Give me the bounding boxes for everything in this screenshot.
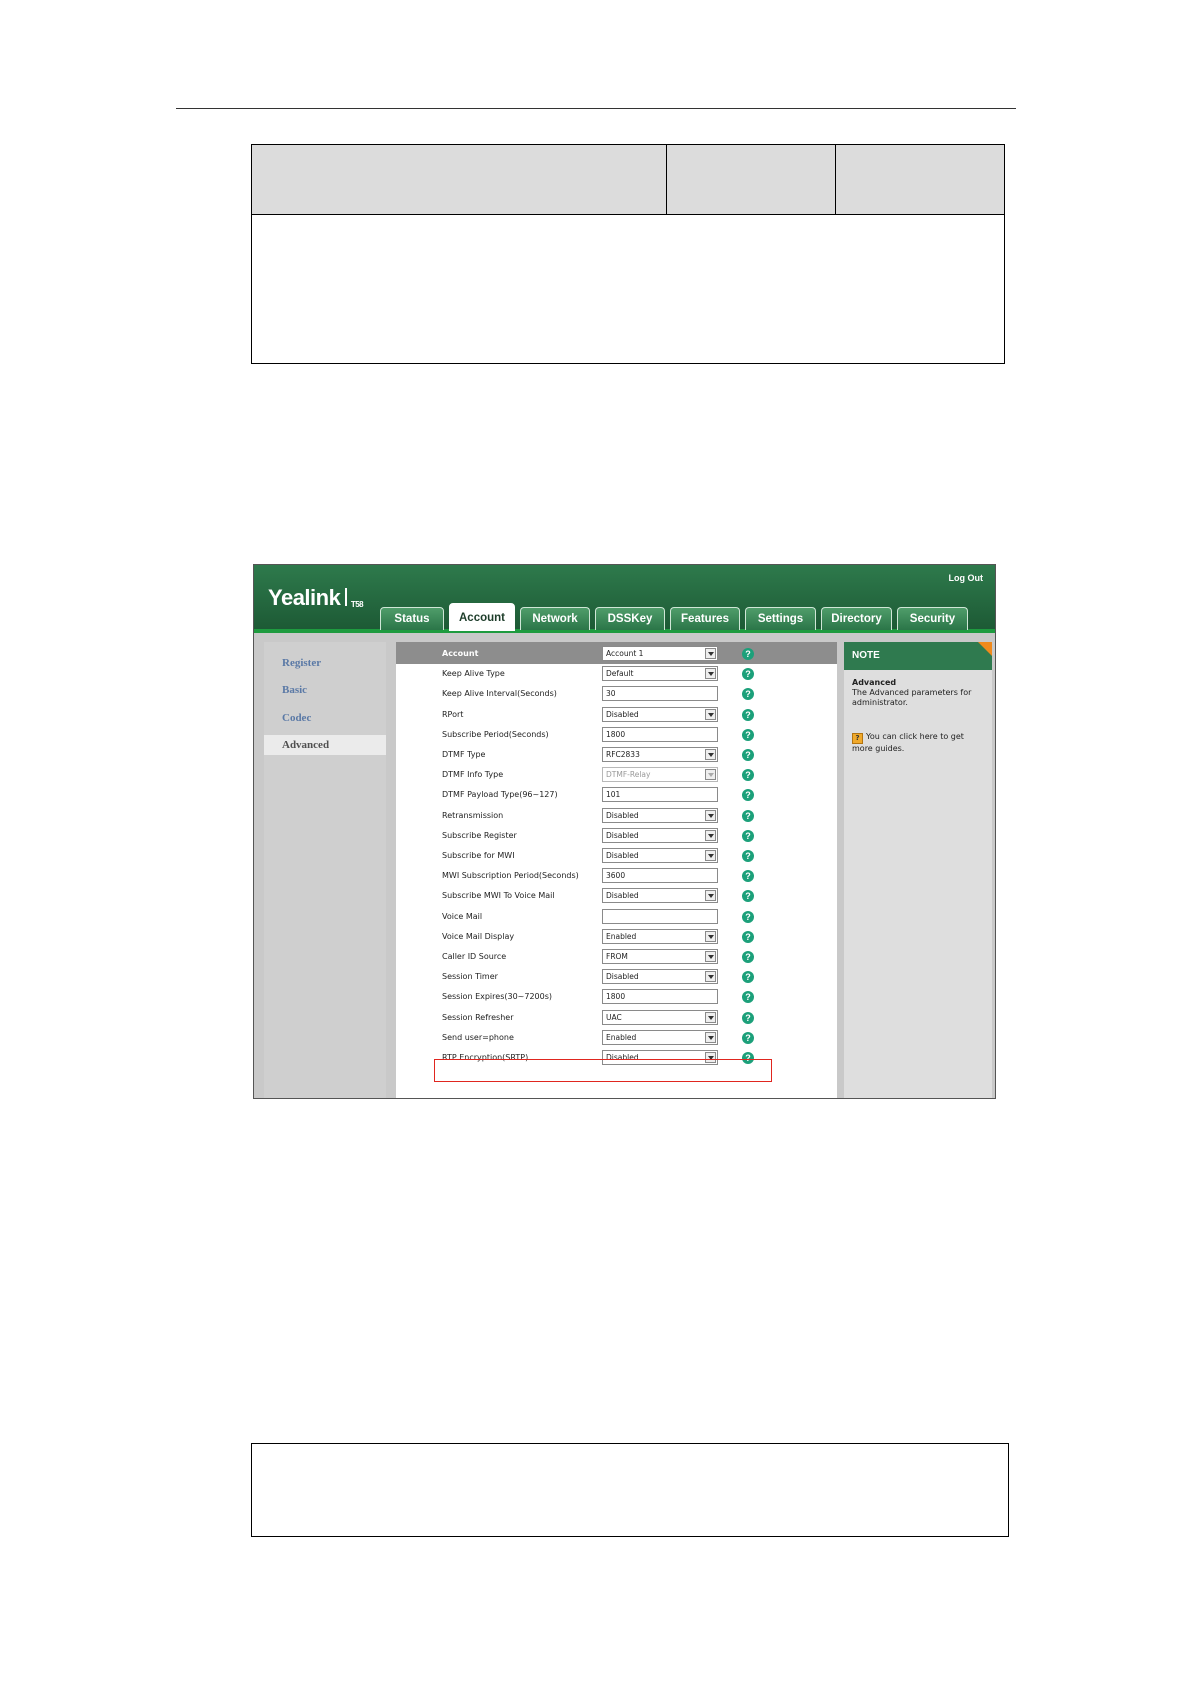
page-header-rule xyxy=(176,108,1016,109)
field-label: Caller ID Source xyxy=(442,952,507,961)
field-input[interactable] xyxy=(602,989,718,1004)
field-label: Send user=phone xyxy=(442,1032,514,1042)
sidebar xyxy=(264,642,386,1099)
field-select[interactable] xyxy=(602,808,718,823)
field-select[interactable] xyxy=(602,666,718,681)
field-select[interactable] xyxy=(602,929,718,944)
field-select[interactable] xyxy=(602,1030,718,1045)
brand-name: Yealink xyxy=(268,585,341,610)
chevron-down-icon xyxy=(705,1012,716,1023)
field-value: Disabled xyxy=(606,972,639,982)
doc-table xyxy=(251,144,1005,364)
field-value: Disabled xyxy=(606,851,639,860)
field-label: Voice Mail xyxy=(442,911,483,921)
chevron-down-icon xyxy=(705,668,716,679)
chevron-down-icon xyxy=(705,709,716,720)
brand-logo xyxy=(268,585,363,611)
note-guide-text: You can click here to get more guides. xyxy=(852,732,964,753)
highlight-box xyxy=(434,1059,772,1082)
field-value: UAC xyxy=(606,1012,622,1022)
field-label: Subscribe Period(Seconds) xyxy=(442,729,549,739)
help-icon[interactable]: ? xyxy=(742,931,754,943)
field-input[interactable] xyxy=(602,909,718,924)
field-value: FROM xyxy=(606,952,628,961)
tab-status[interactable]: Status xyxy=(380,607,444,630)
field-label: Keep Alive Type xyxy=(442,669,505,679)
help-icon[interactable]: ? xyxy=(742,991,754,1003)
chevron-down-icon xyxy=(705,749,716,760)
field-value: Disabled xyxy=(606,709,639,719)
doc-table-header xyxy=(252,145,1004,215)
note-guide-link[interactable] xyxy=(852,732,986,754)
field-label: Subscribe for MWI xyxy=(442,851,515,860)
top-bar xyxy=(254,565,995,633)
tab-dsskey[interactable]: DSSKey xyxy=(595,607,665,630)
field-select[interactable] xyxy=(602,848,718,863)
chevron-down-icon xyxy=(705,850,716,861)
sidebar-item-basic[interactable]: Basic xyxy=(282,684,308,696)
help-icon[interactable]: ? xyxy=(742,789,754,801)
doc-note-box xyxy=(251,1443,1009,1537)
tab-directory[interactable]: Directory xyxy=(821,607,892,630)
chevron-down-icon xyxy=(705,810,716,821)
field-value: RFC2833 xyxy=(606,750,640,759)
tab-settings[interactable]: Settings xyxy=(745,607,816,630)
field-select[interactable] xyxy=(602,747,718,762)
field-select[interactable] xyxy=(602,888,718,903)
help-icon[interactable]: ? xyxy=(742,870,754,882)
field-label: DTMF Payload Type(96~127) xyxy=(442,790,558,800)
tab-network[interactable]: Network xyxy=(520,607,590,630)
note-text: The Advanced parameters for administrator. xyxy=(852,688,972,707)
field-label: MWI Subscription Period(Seconds) xyxy=(442,871,579,881)
chevron-down-icon xyxy=(705,1032,716,1043)
field-value: Account 1 xyxy=(606,649,644,658)
field-value: 1800 xyxy=(606,992,626,1002)
field-label: RPort xyxy=(442,709,464,719)
help-icon[interactable]: ? xyxy=(742,850,754,862)
chevron-down-icon xyxy=(705,648,716,659)
help-icon[interactable]: ? xyxy=(742,729,754,741)
chevron-down-icon xyxy=(705,971,716,982)
field-input[interactable] xyxy=(602,868,718,883)
field-label: Subscribe Register xyxy=(442,830,517,840)
help-icon[interactable]: ? xyxy=(742,830,754,842)
field-value: Disabled xyxy=(606,1053,639,1062)
field-value: Disabled xyxy=(606,830,639,840)
field-input[interactable] xyxy=(602,686,718,701)
field-input[interactable] xyxy=(602,727,718,742)
help-icon[interactable]: ? xyxy=(742,688,754,700)
note-body xyxy=(844,670,992,1099)
logo-separator xyxy=(345,588,347,606)
note-header xyxy=(844,642,992,670)
field-label: DTMF Info Type xyxy=(442,770,504,780)
sidebar-item-advanced[interactable]: Advanced xyxy=(264,735,386,755)
field-label: DTMF Type xyxy=(442,750,486,759)
field-label: RTP Encryption(SRTP) xyxy=(442,1053,529,1062)
chevron-down-icon xyxy=(705,769,716,780)
chevron-down-icon xyxy=(705,931,716,942)
help-icon[interactable]: ? xyxy=(742,668,754,680)
field-label: Retransmission xyxy=(442,810,504,820)
note-header-label: NOTE xyxy=(852,650,880,661)
help-icon[interactable]: ? xyxy=(742,890,754,902)
chevron-down-icon xyxy=(705,951,716,962)
field-select[interactable] xyxy=(602,707,718,722)
field-value: 30 xyxy=(606,689,616,699)
help-icon[interactable]: ? xyxy=(742,749,754,761)
field-value: Enabled xyxy=(606,931,637,941)
field-value: Default xyxy=(606,669,634,679)
guide-help-icon: ? xyxy=(852,733,863,744)
field-label: Subscribe MWI To Voice Mail xyxy=(442,891,555,901)
help-icon[interactable]: ? xyxy=(742,810,754,822)
field-label: Account xyxy=(442,649,479,658)
field-value: Disabled xyxy=(606,810,639,820)
doc-table-col-divider xyxy=(835,145,836,215)
help-icon[interactable]: ? xyxy=(742,951,754,963)
help-icon[interactable]: ? xyxy=(742,709,754,721)
field-select[interactable] xyxy=(602,969,718,984)
note-panel xyxy=(844,642,992,1099)
field-value: Enabled xyxy=(606,1032,637,1042)
field-select[interactable] xyxy=(602,646,718,661)
field-select xyxy=(602,767,718,782)
help-icon[interactable]: ? xyxy=(742,911,754,923)
doc-table-col-divider xyxy=(666,145,667,215)
field-select[interactable] xyxy=(602,1010,718,1025)
field-label: Session Refresher xyxy=(442,1012,514,1022)
field-label: Session Timer xyxy=(442,972,498,982)
help-icon[interactable]: ? xyxy=(742,1052,754,1064)
note-title: Advanced xyxy=(852,678,897,687)
tab-account[interactable]: Account xyxy=(449,603,515,631)
help-icon[interactable]: ? xyxy=(742,769,754,781)
field-value: Disabled xyxy=(606,891,639,901)
model-name: T58 xyxy=(350,600,364,609)
note-corner-flag xyxy=(978,642,992,656)
field-label: Voice Mail Display xyxy=(442,931,515,941)
field-value: DTMF-Relay xyxy=(606,770,651,780)
field-value: 1800 xyxy=(606,729,626,739)
logout-link[interactable]: Log Out xyxy=(948,573,983,583)
help-icon[interactable]: ? xyxy=(742,971,754,983)
web-ui-screenshot xyxy=(253,564,996,1099)
advanced-settings-form xyxy=(396,642,837,1099)
field-value: 3600 xyxy=(606,871,626,881)
help-icon[interactable]: ? xyxy=(742,1012,754,1024)
field-select[interactable] xyxy=(602,828,718,843)
chevron-down-icon xyxy=(705,830,716,841)
field-label: Keep Alive Interval(Seconds) xyxy=(442,689,557,699)
chevron-down-icon xyxy=(705,890,716,901)
field-select[interactable] xyxy=(602,949,718,964)
help-icon[interactable]: ? xyxy=(742,1032,754,1044)
field-input[interactable] xyxy=(602,787,718,802)
sidebar-item-register[interactable]: Register xyxy=(282,657,322,669)
field-label: Session Expires(30~7200s) xyxy=(442,992,553,1002)
field-value: 101 xyxy=(606,790,621,800)
tab-security[interactable]: Security xyxy=(897,607,968,630)
help-icon[interactable]: ? xyxy=(742,648,754,660)
tab-features[interactable]: Features xyxy=(670,607,740,630)
sidebar-item-codec[interactable]: Codec xyxy=(282,712,312,724)
